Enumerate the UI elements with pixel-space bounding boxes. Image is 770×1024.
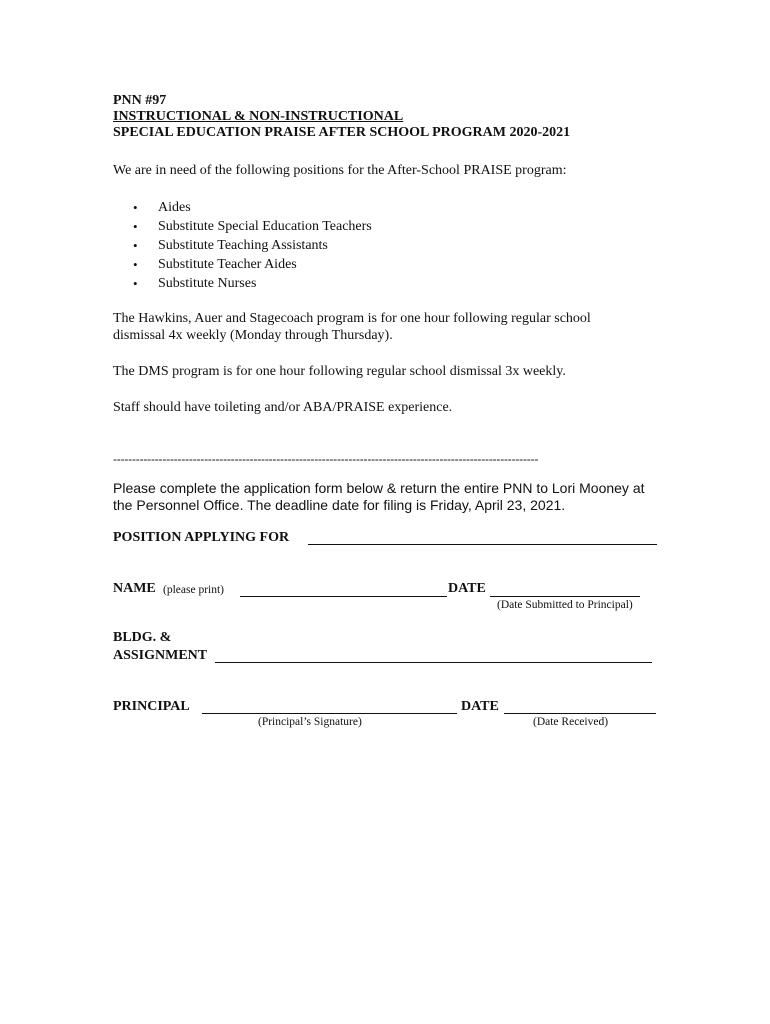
bldg-label: BLDG. & [113, 630, 172, 645]
date-received-label: DATE [461, 699, 499, 714]
date-received-hint: (Date Received) [533, 716, 609, 728]
principal-signature-field[interactable] [202, 713, 457, 714]
dms-program-info: The DMS program is for one hour following regular school dismissal 3x weekly. [113, 364, 566, 379]
list-item: • Substitute Teacher Aides [113, 255, 372, 274]
positions-list [113, 198, 372, 293]
date-received-field[interactable] [504, 713, 656, 714]
list-item: • Substitute Nurses [113, 274, 372, 293]
position-field[interactable] [308, 544, 657, 545]
intro-text: We are in need of the following positions for the After-School PRAISE program: [113, 163, 567, 178]
name-hint: (please print) [163, 584, 224, 596]
pnn-number: PNN #97 [113, 93, 167, 108]
list-item: • Substitute Special Education Teachers [113, 217, 372, 236]
experience-requirement: Staff should have toileting and/or ABA/PRAISE experience. [113, 400, 453, 415]
document-subtitle: INSTRUCTIONAL & NON-INSTRUCTIONAL [113, 109, 404, 124]
date-submitted-hint: (Date Submitted to Principal) [497, 599, 633, 611]
name-label: NAME [113, 581, 156, 596]
document-title: SPECIAL EDUCATION PRAISE AFTER SCHOOL PROGRAM 2020-2021 [113, 125, 571, 140]
list-item: • Aides [113, 198, 372, 217]
assignment-field[interactable] [215, 662, 652, 663]
separator-line: ---------------------------------------------------------------------------------------------------------------- [113, 452, 539, 466]
instructions-line1: Please complete the application form below & return the entire PNN to Lori Mooney at [113, 480, 645, 496]
name-field[interactable] [240, 596, 447, 597]
instructions-line2: the Personnel Office. The deadline date for filing is Friday, April 23, 2021. [113, 497, 566, 513]
assignment-label: ASSIGNMENT [113, 648, 208, 663]
position-label: POSITION APPLYING FOR [113, 530, 290, 545]
principal-signature-hint: (Principal’s Signature) [258, 716, 362, 728]
date-label: DATE [448, 581, 486, 596]
program-info-line1: The Hawkins, Auer and Stagecoach program is for one hour following regular school [113, 311, 591, 326]
principal-label: PRINCIPAL [113, 699, 190, 714]
list-item: • Substitute Teaching Assistants [113, 236, 372, 255]
date-submitted-field[interactable] [490, 596, 640, 597]
program-info-line2: dismissal 4x weekly (Monday through Thursday). [113, 328, 393, 343]
